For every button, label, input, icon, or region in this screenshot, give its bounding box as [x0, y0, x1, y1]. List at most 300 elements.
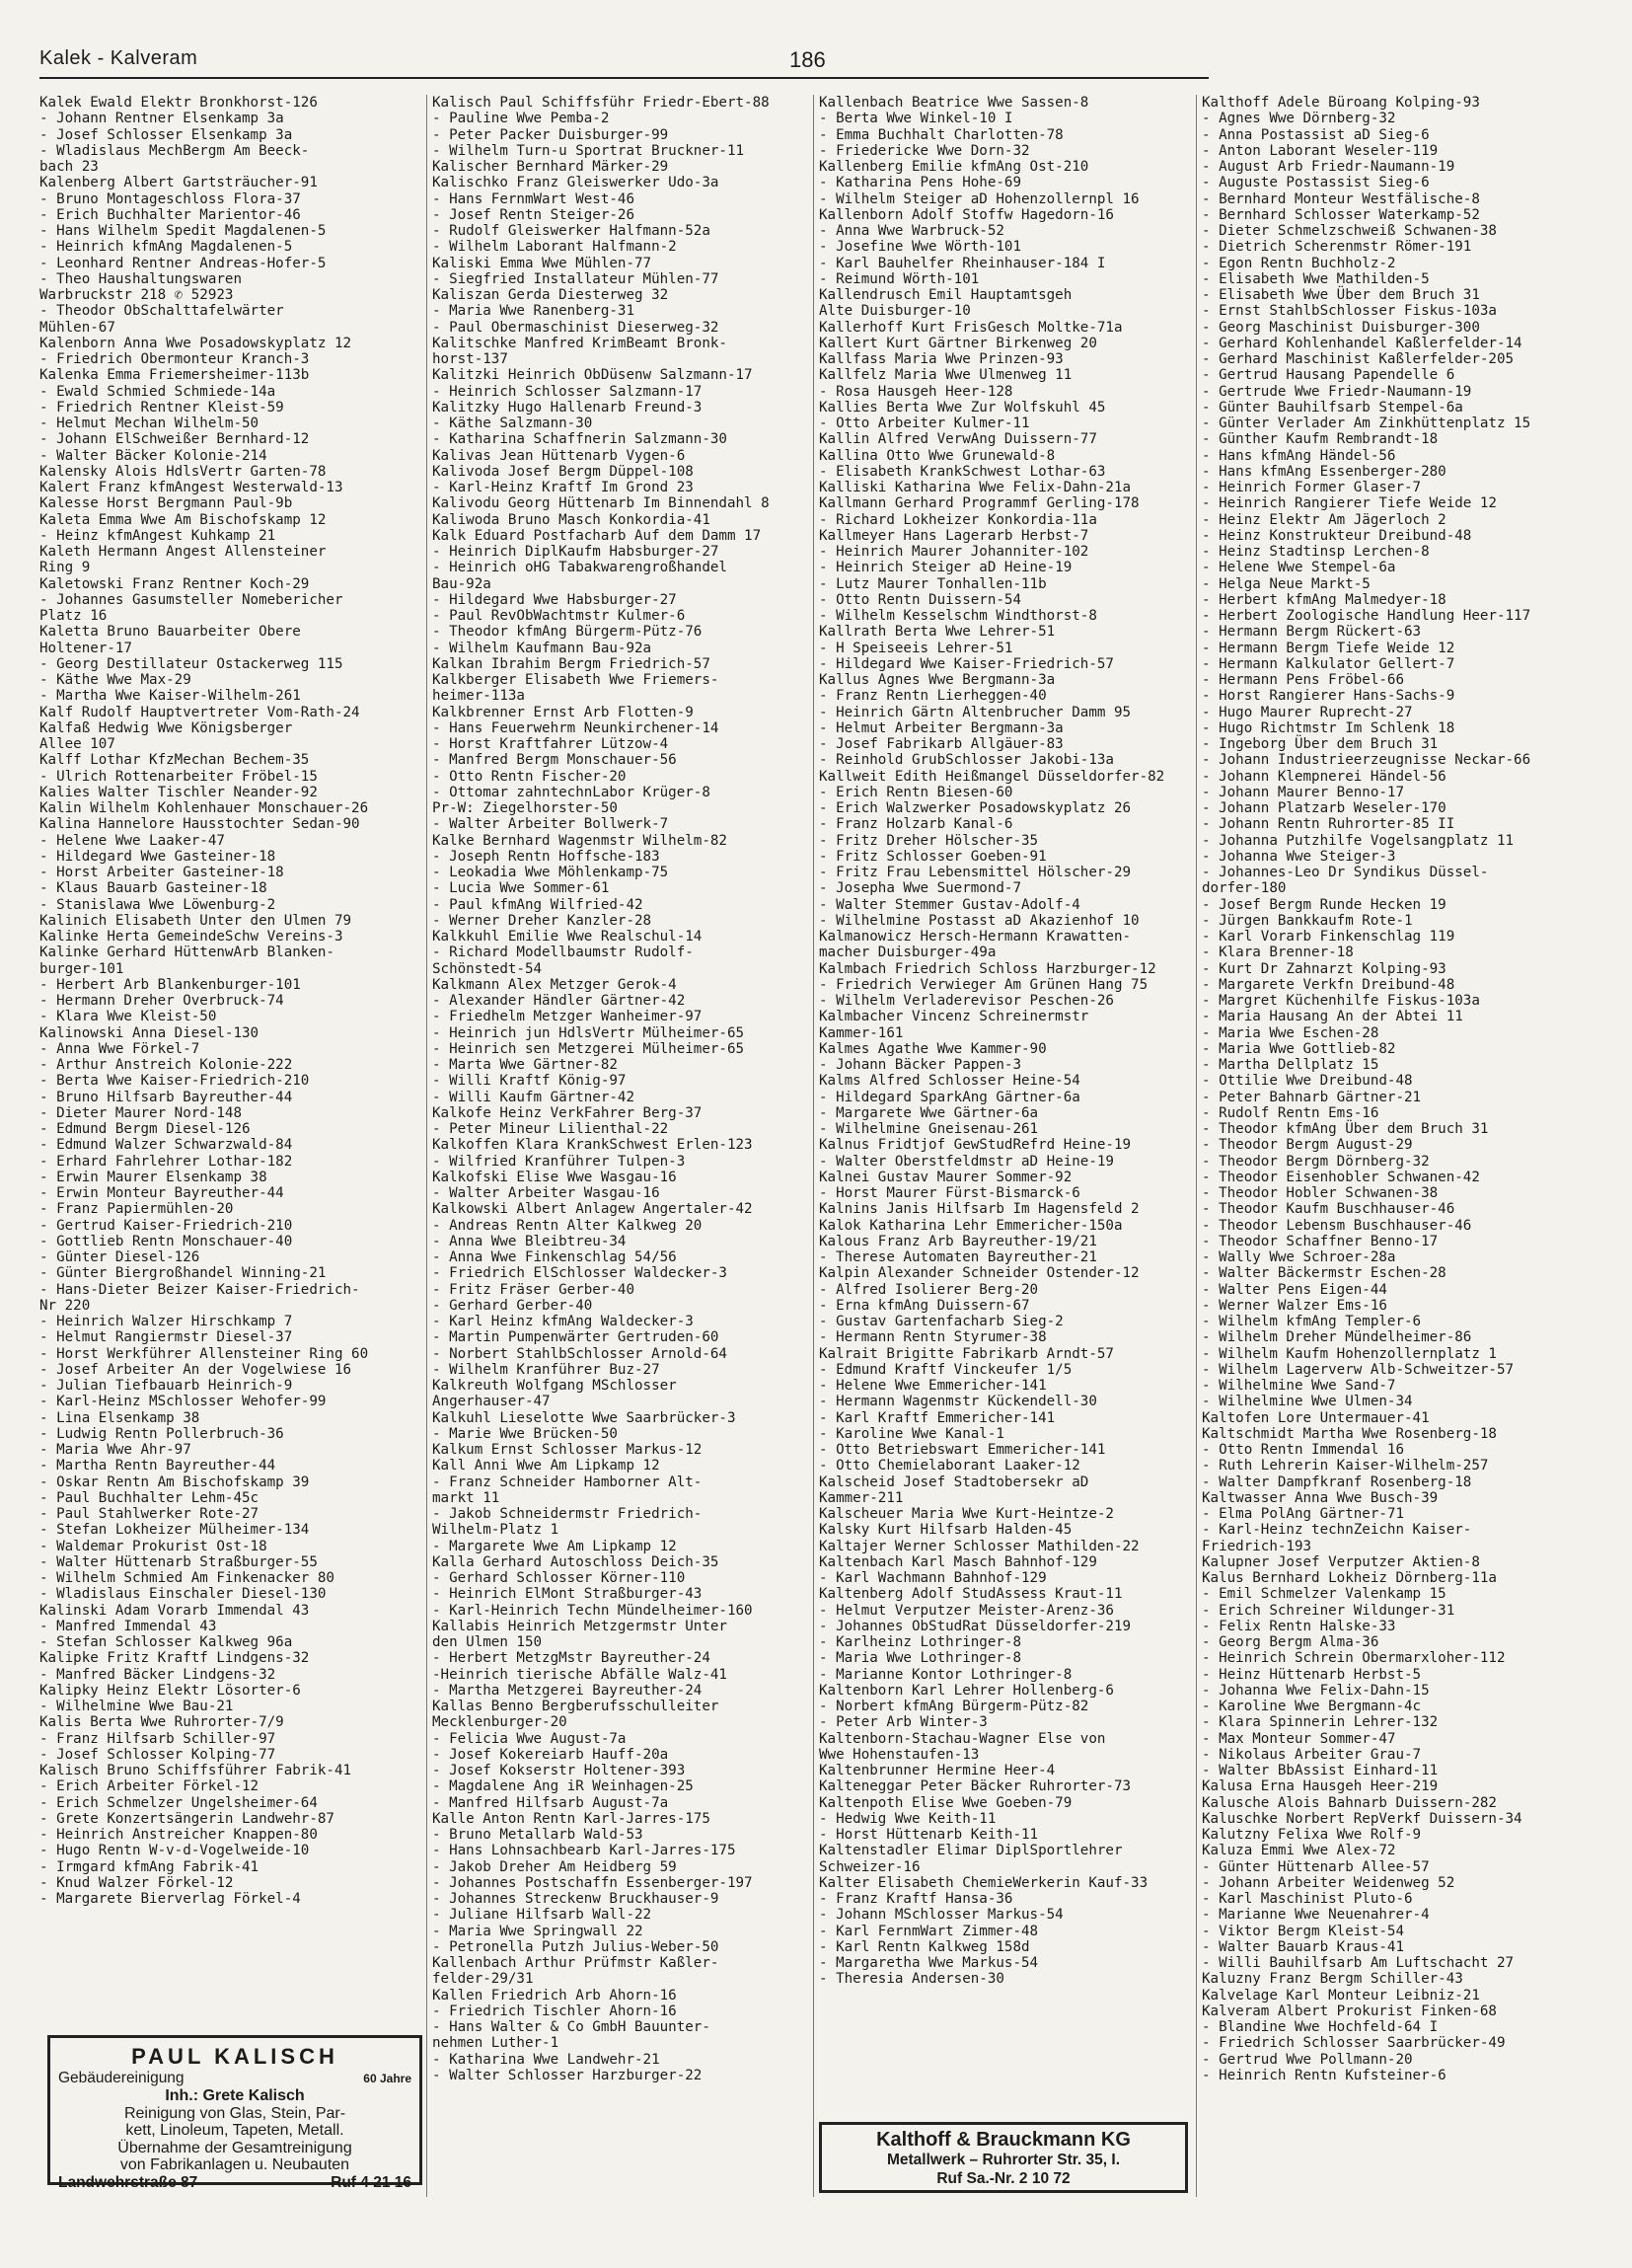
directory-entry: Kallenborn Adolf Stoffw Hagedorn-16	[819, 206, 1114, 223]
directory-entry: - Theodor ObSchalttafelwärter	[39, 303, 284, 320]
directory-entry: - Paul kfmAng Wilfried-42	[432, 896, 643, 913]
directory-entry: - Maria Wwe Gottlieb-82	[1202, 1040, 1396, 1057]
directory-entry: - Franz Rentn Lierheggen-40	[819, 688, 1047, 705]
directory-entry: - Leokadia Wwe Möhlenkamp-75	[432, 865, 669, 880]
directory-entry: - Günter Biergroßhandel Winning-21	[39, 1265, 327, 1282]
directory-entry: - Otto Chemielaborant Laaker-12	[819, 1458, 1080, 1474]
directory-entry: - Waldemar Prokurist Ost-18	[39, 1538, 267, 1554]
directory-entry: Kalmanowicz Hersch-Hermann Krawatten-	[819, 929, 1132, 945]
directory-entry: - Helmut Rangiermstr Diesel-37	[39, 1329, 293, 1346]
directory-entry: - Hedwig Wwe Keith-11	[819, 1810, 997, 1827]
directory-entry: - Hans FernmWart West-46	[432, 190, 634, 207]
directory-entry: - Pauline Wwe Pemba-2	[432, 111, 610, 127]
directory-entry: Kalupner Josef Verputzer Aktien-8	[1202, 1553, 1480, 1570]
directory-entry: Kallerhoff Kurt FrisGesch Moltke-71a	[819, 319, 1123, 336]
directory-entry: - Hugo Rentn W-v-d-Vogelweide-10	[39, 1843, 310, 1859]
directory-entry: - Herbert Arb Blankenburger-101	[39, 976, 301, 993]
directory-entry: - Wilhelmine Postasst aD Akazienhof 10	[819, 912, 1140, 929]
directory-entry: - Margarete Wwe Am Lipkamp 12	[432, 1538, 677, 1554]
directory-entry: Angerhauser-47	[432, 1394, 551, 1410]
directory-entry: - Heinrich kfmAng Magdalenen-5	[39, 239, 293, 256]
directory-entry: Kalfaß Hedwig Wwe Königsberger	[39, 719, 293, 736]
directory-entry: - Ulrich Rottenarbeiter Fröbel-15	[39, 768, 318, 785]
page-header	[39, 47, 1204, 77]
directory-entry: - Ewald Schmied Schmiede-14a	[39, 383, 276, 400]
directory-entry: Kalk Eduard Postfacharb Auf dem Damm 17	[432, 527, 762, 544]
directory-entry: - Horst Kraftfahrer Lützow-4	[432, 736, 669, 752]
directory-entry: - Maria Wwe Ranenberg-31	[432, 303, 634, 320]
directory-entry: Kaltenborn Karl Lehrer Hollenberg-6	[819, 1682, 1114, 1699]
directory-entry: - Heinrich Schlosser Salzmann-17	[432, 383, 703, 400]
directory-entry: - Stefan Schlosser Kalkweg 96a	[39, 1634, 293, 1650]
directory-entry: - Johann ElSchweißer Bernhard-12	[39, 431, 310, 448]
directory-entry: Kallmann Gerhard Programmf Gerling-178	[819, 495, 1140, 512]
directory-entry: - Ludwig Rentn Pollerbruch-36	[39, 1425, 284, 1442]
directory-entry: Kallas Benno Bergberufsschulleiter	[432, 1699, 719, 1714]
directory-entry: - Erich Buchhalter Marientor-46	[39, 206, 301, 223]
directory-entry: - Erich Rentn Biesen-60	[819, 784, 1013, 800]
directory-entry: - Heinrich Steiger aD Heine-19	[819, 560, 1073, 576]
directory-entry: - Karl Heinz kfmAng Waldecker-3	[432, 1314, 694, 1329]
directory-entry: - Grete Konzertsängerin Landwehr-87	[39, 1810, 334, 1827]
directory-entry: Kaleth Hermann Angest Allensteiner	[39, 544, 327, 560]
directory-entry: - Heinrich Rentn Kufsteiner-6	[1202, 2067, 1447, 2083]
directory-entry: - Petronella Putzh Julius-Weber-50	[432, 1938, 719, 1955]
directory-entry: - Theodor kfmAng Bürgerm-Pütz-76	[432, 624, 703, 641]
directory-entry: - Lucia Wwe Sommer-61	[432, 880, 610, 897]
directory-entry: - Bernhard Schlosser Waterkamp-52	[1202, 206, 1480, 223]
directory-entry: Kaliszan Gerda Diesterweg 32	[432, 287, 669, 303]
directory-entry: - Johannes-Leo Dr Syndikus Düssel-	[1202, 865, 1489, 880]
directory-entry: - Martin Pumpenwärter Gertruden-60	[432, 1329, 719, 1346]
directory-entry: Kaliski Emma Wwe Mühlen-77	[432, 255, 652, 271]
directory-entry: - Helmut Verputzer Meister-Arenz-36	[819, 1602, 1114, 1619]
directory-entry: - Jakob Dreher Am Heidberg 59	[432, 1858, 677, 1875]
directory-entry: Kalischer Bernhard Märker-29	[432, 159, 669, 175]
directory-entry: - Walter BbAssist Einhard-11	[1202, 1763, 1439, 1778]
directory-entry: Kalke Bernhard Wagenmstr Wilhelm-82	[432, 832, 727, 849]
directory-entry: - Hans Feuerwehrm Neunkirchener-14	[432, 719, 719, 736]
directory-entry: - Georg Bergm Alma-36	[1202, 1634, 1379, 1650]
directory-entry: - Wally Wwe Schroer-28a	[1202, 1249, 1396, 1265]
directory-entry: Kaltenbach Karl Masch Bahnhof-129	[819, 1553, 1097, 1570]
directory-entry: - Josef Schlosser Kolping-77	[39, 1746, 276, 1763]
directory-entry: - Fritz Dreher Hölscher-35	[819, 832, 1039, 849]
directory-entry: - Klara Wwe Kleist-50	[39, 1009, 217, 1025]
directory-entry: - Franz Kraftf Hansa-36	[819, 1891, 1013, 1907]
directory-entry: - Edmund Bergm Diesel-126	[39, 1121, 251, 1137]
directory-entry: - Günther Kaufm Rembrandt-18	[1202, 431, 1439, 448]
directory-entry: - Friedrich ElSchlosser Waldecker-3	[432, 1265, 727, 1282]
directory-entry: - Max Monteur Sommer-47	[1202, 1730, 1396, 1747]
directory-entry: - Helmut Mechan Wilhelm-50	[39, 416, 260, 431]
directory-entry: - Magdalene Ang iR Weinhagen-25	[432, 1778, 694, 1795]
directory-entry: - Gerhard Maschinist Kaßlerfelder-205	[1202, 351, 1515, 367]
directory-entry: Kaltofen Lore Untermauer-41	[1202, 1409, 1430, 1426]
directory-entry: - Erna kfmAng Duissern-67	[819, 1297, 1030, 1314]
directory-entry: - Margarete Wwe Gärtner-6a	[819, 1104, 1039, 1121]
directory-entry: - Franz Hilfsarb Schiller-97	[39, 1730, 276, 1747]
directory-entry: heimer-113a	[432, 688, 525, 705]
directory-entry: - Franz Holzarb Kanal-6	[819, 816, 1013, 833]
directory-entry: Schweizer-16	[819, 1858, 921, 1875]
directory-entry: - Bernhard Monteur Westfälische-8	[1202, 190, 1480, 207]
directory-entry: dorfer-180	[1202, 880, 1287, 897]
header-rule	[39, 77, 1209, 79]
directory-entry: - Theodor Bergm August-29	[1202, 1137, 1413, 1154]
directory-entry: - Hildegard Wwe Habsburger-27	[432, 591, 677, 608]
directory-entry: Kalin Wilhelm Kohlenhauer Monschauer-26	[39, 800, 369, 816]
directory-entry: Kallfelz Maria Wwe Ulmenweg 11	[819, 367, 1073, 384]
directory-entry: Kalmbach Friedrich Schloss Harzburger-12	[819, 960, 1156, 977]
directory-entry: Kaltschmidt Martha Wwe Rosenberg-18	[1202, 1425, 1497, 1442]
directory-entry: - Heinz kfmAngest Kuhkamp 21	[39, 527, 276, 544]
directory-entry: - Marianne Kontor Lothringer-8	[819, 1666, 1073, 1683]
directory-entry: - Gertrud Hausang Papendelle 6	[1202, 367, 1455, 384]
directory-entry: Kaltwasser Anna Wwe Busch-39	[1202, 1489, 1439, 1506]
directory-entry: Kallmeyer Hans Lagerarb Herbst-7	[819, 527, 1089, 544]
directory-entry: Kalkofski Elise Wwe Wasgau-16	[432, 1169, 677, 1185]
directory-entry: - Egon Rentn Buchholz-2	[1202, 255, 1396, 271]
directory-entry: - Peter Bahnarb Gärtner-21	[1202, 1089, 1422, 1105]
directory-entry: - Josef Fabrikarb Allgäuer-83	[819, 736, 1064, 752]
directory-entry: - Wilhelm kfmAng Templer-6	[1202, 1314, 1422, 1329]
directory-entry: - Helene Wwe Emmericher-141	[819, 1378, 1047, 1394]
directory-entry: - Hermann Dreher Overbruck-74	[39, 993, 284, 1009]
directory-entry: - Friedericke Wwe Dorn-32	[819, 142, 1030, 159]
directory-entry: - Günter Bauhilfsarb Stempel-6a	[1202, 399, 1463, 416]
directory-entry: - Johannes Streckenw Bruckhauser-9	[432, 1891, 719, 1907]
directory-entry: - Karl Vorarb Finkenschlag 119	[1202, 929, 1455, 945]
directory-entry: - Theodor Bergm Dörnberg-32	[1202, 1153, 1430, 1170]
directory-entry: - Karl-Heinz MSchlosser Wehofer-99	[39, 1394, 327, 1410]
directory-entry: - Johannes Postschaffn Essenberger-197	[432, 1874, 753, 1891]
directory-entry: - Otto Rentn Immendal 16	[1202, 1442, 1404, 1458]
directory-entry: - Günter Diesel-126	[39, 1249, 200, 1265]
directory-entry: - Berta Wwe Kaiser-Friedrich-210	[39, 1073, 310, 1090]
directory-entry: Kallabis Heinrich Metzgermstr Unter	[432, 1618, 727, 1634]
directory-entry: Kalok Katharina Lehr Emmericher-150a	[819, 1217, 1123, 1234]
directory-entry: - Helene Wwe Stempel-6a	[1202, 560, 1396, 576]
ad-owner: Inh.: Grete Kalisch	[165, 2087, 305, 2104]
directory-entry: Kalenka Emma Friemersheimer-113b	[39, 367, 310, 384]
directory-entry: Kaluza Emmi Wwe Alex-72	[1202, 1843, 1396, 1859]
directory-entry: Kalliski Katharina Wwe Felix-Dahn-21a	[819, 480, 1132, 495]
directory-entry: - Reimund Wörth-101	[819, 270, 980, 287]
directory-entry: - Josef Rentn Steiger-26	[432, 206, 634, 223]
directory-entry: Kallfass Maria Wwe Prinzen-93	[819, 351, 1064, 367]
directory-entry: - Gertrude Wwe Friedr-Naumann-19	[1202, 383, 1472, 400]
directory-entry: - Willi Bauhilfsarb Am Luftschacht 27	[1202, 1955, 1515, 1971]
directory-entry: - Katharina Schaffnerin Salzmann-30	[432, 431, 727, 448]
directory-entry: Kalous Franz Arb Bayreuther-19/21	[819, 1233, 1097, 1249]
directory-entry: - Manfred Hilfsarb August-7a	[432, 1794, 669, 1811]
directory-entry: - Otto Rentn Fischer-20	[432, 768, 627, 785]
column-divider	[426, 95, 427, 2197]
directory-entry: Kallert Kurt Gärtner Birkenweg 20	[819, 335, 1097, 351]
directory-entry: - Otto Arbeiter Kulmer-11	[819, 416, 1030, 431]
directory-entry: Kaltenpoth Elise Wwe Goeben-79	[819, 1794, 1073, 1811]
directory-entry: - Wilhelm Steiger aD Hohenzollernpl 16	[819, 190, 1140, 207]
directory-entry: - Ottomar zahntechnLabor Krüger-8	[432, 784, 710, 800]
directory-entry: - Klara Spinnerin Lehrer-132	[1202, 1714, 1439, 1731]
directory-entry: - Elisabeth KrankSchwest Lothar-63	[819, 463, 1106, 480]
directory-entry: Kaltenberg Adolf StudAssess Kraut-11	[819, 1586, 1123, 1603]
directory-entry: Kaletta Bruno Bauarbeiter Obere	[39, 624, 301, 641]
directory-entry: Kalis Berta Wwe Ruhrorter-7/9	[39, 1714, 284, 1731]
directory-entry: - Gerhard Gerber-40	[432, 1297, 593, 1314]
directory-entry: - Johann Rentn Ruhrorter-85 II	[1202, 816, 1455, 833]
directory-entry: - Felicia Wwe August-7a	[432, 1730, 627, 1747]
directory-entry: - Emma Buchhalt Charlotten-78	[819, 126, 1064, 143]
directory-entry: - Theodor Lebensm Buschhauser-46	[1202, 1217, 1472, 1234]
directory-entry: - Anton Laborant Weseler-119	[1202, 142, 1439, 159]
directory-entry: - Anna Wwe Warbruck-52	[819, 223, 1004, 239]
directory-entry: markt 11	[432, 1489, 500, 1506]
directory-entry: - Richard Lokheizer Konkordia-11a	[819, 511, 1097, 528]
directory-entry: - Hildegard Wwe Kaiser-Friedrich-57	[819, 655, 1114, 672]
directory-entry: - Katharina Wwe Landwehr-21	[432, 2051, 660, 2068]
directory-entry: macher Duisburger-49a	[819, 945, 997, 961]
directory-entry: - Käthe Wwe Max-29	[39, 672, 191, 688]
directory-entry: Wwe Hohenstaufen-13	[819, 1746, 980, 1763]
directory-entry: - Wilhelmine Wwe Ulmen-34	[1202, 1394, 1413, 1410]
directory-entry: - Klaus Bauarb Gasteiner-18	[39, 880, 267, 897]
directory-entry: - Norbert kfmAng Bürgerm-Pütz-82	[819, 1699, 1089, 1714]
directory-entry: - Theodor Eisenhobler Schwanen-42	[1202, 1169, 1480, 1185]
directory-entry: - Erwin Monteur Bayreuther-44	[39, 1185, 284, 1201]
directory-entry: - Hugo Maurer Ruprecht-27	[1202, 704, 1413, 720]
directory-entry: - Josef Kokserstr Holtener-393	[432, 1763, 686, 1778]
directory-entry: - Heinrich jun HdlsVertr Mülheimer-65	[432, 1024, 745, 1041]
directory-entry: Kalenborn Anna Wwe Posadowskyplatz 12	[39, 335, 352, 351]
directory-entry: - Karl Rentn Kalkweg 158d	[819, 1938, 1030, 1955]
directory-entry: - Wilhelm Laborant Halfmann-2	[432, 239, 677, 256]
directory-entry: Kalivoda Josef Bergm Düppel-108	[432, 463, 694, 480]
directory-entry: - Johann Industrieerzeugnisse Neckar-66	[1202, 752, 1531, 769]
directory-entry: Kalkmann Alex Metzger Gerok-4	[432, 976, 677, 993]
directory-entry: - Karl Wachmann Bahnhof-129	[819, 1570, 1047, 1586]
directory-entry: Kaltenborn-Stachau-Wagner Else von	[819, 1730, 1106, 1747]
directory-entry: - Willi Kraftf König-97	[432, 1073, 627, 1090]
directory-entry: - Helmut Arbeiter Bergmann-3a	[819, 719, 1064, 736]
directory-entry: - Erich Schmelzer Ungelsheimer-64	[39, 1794, 318, 1811]
directory-entry: - Willi Kaufm Gärtner-42	[432, 1089, 634, 1105]
directory-entry: - Viktor Bergm Kleist-54	[1202, 1923, 1404, 1939]
directory-entry: - H Speiseeis Lehrer-51	[819, 640, 1013, 656]
directory-entry: - Friedrich Schlosser Saarbrücker-49	[1202, 2035, 1506, 2052]
directory-entry: Kalnus Fridtjof GewStudRefrd Heine-19	[819, 1137, 1132, 1154]
directory-entry: Kalitzky Hugo Hallenarb Freund-3	[432, 399, 703, 416]
directory-entry: - Wilhelm Turn-u Sportrat Bruckner-11	[432, 142, 745, 159]
directory-entry: Ring 9	[39, 560, 91, 576]
directory-entry: - Heinrich Gärtn Altenbrucher Damm 95	[819, 704, 1132, 720]
directory-entry: - Josef Schlosser Elsenkamp 3a	[39, 126, 293, 143]
directory-entry: - Maria Wwe Ahr-97	[39, 1442, 191, 1458]
directory-entry: - Margaretha Wwe Markus-54	[819, 1955, 1039, 1971]
directory-entry: -Heinrich tierische Abfälle Walz-41	[432, 1666, 727, 1683]
directory-entry: - Josef Bergm Runde Hecken 19	[1202, 896, 1447, 913]
directory-entry: - Emil Schmelzer Valenkamp 15	[1202, 1586, 1447, 1603]
directory-entry: Kammer-161	[819, 1024, 904, 1041]
directory-entry: - Paul RevObWachtmstr Kulmer-6	[432, 608, 686, 624]
directory-entry: Kalmes Agathe Wwe Kammer-90	[819, 1040, 1047, 1057]
directory-entry: - Johann Arbeiter Weidenweg 52	[1202, 1874, 1455, 1891]
directory-entry: Kalteneggar Peter Bäcker Ruhrorter-73	[819, 1778, 1132, 1795]
directory-entry: - Johann Rentner Elsenkamp 3a	[39, 111, 284, 127]
directory-entry: Kalscheid Josef Stadtobersekr aD	[819, 1474, 1089, 1490]
directory-entry: - Hermann Bergm Rückert-63	[1202, 624, 1422, 641]
directory-entry: Kallenberg Emilie kfmAng Ost-210	[819, 159, 1089, 175]
directory-entry: - Wilhelm Lagerverw Alb-Schweitzer-57	[1202, 1361, 1515, 1378]
directory-entry: - Peter Mineur Lilienthal-22	[432, 1121, 669, 1137]
directory-entry: Kammer-211	[819, 1489, 904, 1506]
directory-entry: - Margarete Bierverlag Förkel-4	[39, 1891, 301, 1907]
directory-entry: - Ruth Lehrerin Kaiser-Wilhelm-257	[1202, 1458, 1489, 1474]
directory-column-1	[39, 95, 412, 1907]
directory-entry: - Horst Arbeiter Gasteiner-18	[39, 865, 284, 880]
directory-entry: - Maria Wwe Springwall 22	[432, 1923, 643, 1939]
directory-entry: Kalsky Kurt Hilfsarb Halden-45	[819, 1522, 1073, 1539]
directory-entry: - Therese Automaten Bayreuther-21	[819, 1249, 1097, 1265]
directory-entry: Kalitschke Manfred KrimBeamt Bronk-	[432, 335, 727, 351]
directory-entry: - Werner Dreher Kanzler-28	[432, 912, 652, 929]
directory-entry: - Paul Stahlwerker Rote-27	[39, 1506, 260, 1522]
directory-entry: - Rosa Hausgeh Heer-128	[819, 383, 1013, 400]
directory-entry: - Wilhelmine Wwe Bau-21	[39, 1699, 234, 1714]
directory-entry: Warbruckstr 218 ✆ 52923	[39, 287, 234, 303]
directory-entry: - Ottilie Wwe Dreibund-48	[1202, 1073, 1413, 1090]
directory-entry: - Johann Maurer Benno-17	[1202, 784, 1404, 800]
page-number: 186	[789, 47, 826, 72]
directory-entry: Kalek Ewald Elektr Bronkhorst-126	[39, 95, 318, 111]
directory-entry: den Ulmen 150	[432, 1634, 543, 1650]
directory-entry: - Peter Packer Duisburger-99	[432, 126, 669, 143]
directory-entry: - Edmund Kraftf Vinckeufer 1/5	[819, 1361, 1073, 1378]
directory-entry: Kalnins Janis Hilfsarb Im Hagensfeld 2	[819, 1201, 1140, 1218]
directory-entry: - Heinrich Former Glaser-7	[1202, 480, 1422, 495]
directory-entry: Kalisch Paul Schiffsführ Friedr-Ebert-88	[432, 95, 770, 111]
directory-entry: - Katharina Pens Hohe-69	[819, 175, 1021, 191]
directory-entry: - Elisabeth Wwe Über dem Bruch 31	[1202, 287, 1480, 303]
directory-entry: Kalter Elisabeth ChemieWerkerin Kauf-33	[819, 1874, 1149, 1891]
directory-entry: - Theo Haushaltungswaren	[39, 270, 242, 287]
directory-entry: - Fritz Schlosser Goeben-91	[819, 848, 1047, 865]
ad-company-address: Metallwerk – Ruhrorter Str. 35, I.	[886, 2152, 1121, 2168]
directory-entry: - Josefine Wwe Wörth-101	[819, 239, 1021, 256]
directory-entry: Mühlen-67	[39, 319, 115, 336]
directory-entry: - Walter Oberstfeldmstr aD Heine-19	[819, 1153, 1114, 1170]
directory-entry: Wilhelm-Platz 1	[432, 1522, 559, 1539]
directory-entry: - Marta Wwe Gärtner-82	[432, 1057, 618, 1073]
directory-entry: Bau-92a	[432, 575, 491, 592]
directory-entry: - Theresia Andersen-30	[819, 1971, 1004, 1988]
directory-entry: - Berta Wwe Winkel-10 I	[819, 111, 1013, 127]
directory-entry: - Erich Arbeiter Förkel-12	[39, 1778, 260, 1795]
directory-entry: Kalkberger Elisabeth Wwe Friemers-	[432, 672, 719, 688]
directory-entry: - Rudolf Gleiswerker Halfmann-52a	[432, 223, 710, 239]
directory-entry: - Friedrich Verwieger Am Grünen Hang 75	[819, 976, 1149, 993]
directory-entry: - Hans-Dieter Beizer Kaiser-Friedrich-	[39, 1281, 360, 1298]
directory-entry: Kalkuhl Lieselotte Wwe Saarbrücker-3	[432, 1409, 736, 1426]
directory-entry: - Otto Rentn Duissern-54	[819, 591, 1021, 608]
directory-entry: - Franz Papiermühlen-20	[39, 1201, 234, 1218]
directory-entry: - Bruno Hilfsarb Bayreuther-44	[39, 1089, 293, 1105]
directory-entry: Kaleta Emma Wwe Am Bischofskamp 12	[39, 511, 327, 528]
directory-entry: Kalkum Ernst Schlosser Markus-12	[432, 1442, 703, 1458]
directory-entry: Kaluzny Franz Bergm Schiller-43	[1202, 1971, 1463, 1988]
directory-entry: Kalenberg Albert Gartsträucher-91	[39, 175, 318, 191]
directory-entry: Kalusa Erna Hausgeh Heer-219	[1202, 1778, 1439, 1795]
directory-entry: - Paul Obermaschinist Dieserweg-32	[432, 319, 719, 336]
directory-entry: - Martha Wwe Kaiser-Wilhelm-261	[39, 688, 301, 705]
ad-years: 60 Jahre	[363, 2072, 411, 2085]
ad-company-name: Kalthoff & Brauckmann KG	[876, 2129, 1131, 2151]
directory-entry: Kaluschke Norbert RepVerkf Duissern-34	[1202, 1810, 1522, 1827]
directory-entry: Kalutzny Felixa Wwe Rolf-9	[1202, 1827, 1422, 1843]
directory-entry: Alte Duisburger-10	[819, 303, 971, 320]
directory-entry: - Walter Dampfkranf Rosenberg-18	[1202, 1474, 1472, 1490]
directory-entry: - Johann MSchlosser Markus-54	[819, 1907, 1064, 1924]
directory-entry: - Hans kfmAng Essenberger-280	[1202, 463, 1447, 480]
directory-entry: Kalipke Fritz Kraftf Lindgens-32	[39, 1650, 310, 1667]
ad-footer	[58, 2174, 411, 2192]
directory-entry: Kalff Lothar KfzMechan Bechem-35	[39, 752, 310, 769]
ad-phone: Ruf 4 21 16	[331, 2173, 411, 2191]
directory-entry: Kalkoffen Klara KrankSchwest Erlen-123	[432, 1137, 753, 1154]
directory-entry: - Friedrich Rentner Kleist-59	[39, 399, 284, 416]
ad-body-line: kett, Linoleum, Tapeten, Metall.	[125, 2122, 344, 2139]
directory-entry: - Heinz Hüttenarb Herbst-5	[1202, 1666, 1422, 1683]
directory-entry: - Erich Walzwerker Posadowskyplatz 26	[819, 800, 1132, 816]
directory-entry: - Helene Wwe Laaker-47	[39, 832, 225, 849]
ad-body-line: Übernahme der Gesamtreinigung	[117, 2139, 352, 2156]
directory-entry: - Erhard Fahrlehrer Lothar-182	[39, 1153, 293, 1170]
directory-entry: - Horst Rangierer Hans-Sachs-9	[1202, 688, 1455, 705]
directory-entry: - Johannes Gasumsteller Nomebericher	[39, 591, 343, 608]
directory-entry: Kalipky Heinz Elektr Lösorter-6	[39, 1682, 301, 1699]
directory-entry: - Gerhard Kohlenhandel Kaßlerfelder-14	[1202, 335, 1522, 351]
directory-entry: - Wilhelm Dreher Mündelheimer-86	[1202, 1329, 1472, 1346]
directory-entry: - Heinz Stadtinsp Lerchen-8	[1202, 544, 1430, 560]
advertisement-kalthoff-brauckmann	[819, 2122, 1188, 2193]
directory-entry: Kalms Alfred Schlosser Heine-54	[819, 1073, 1080, 1090]
column-divider	[813, 95, 814, 2197]
directory-entry: - Karl-Heinz Kraftf Im Grond 23	[432, 480, 694, 495]
directory-entry: - Hans kfmAng Händel-56	[1202, 447, 1396, 464]
directory-entry: - Stanislawa Wwe Löwenburg-2	[39, 896, 276, 913]
directory-entry: - Joseph Rentn Hoffsche-183	[432, 848, 660, 865]
directory-entry: - Klara Brenner-18	[1202, 945, 1354, 961]
directory-entry: - Theodor kfmAng Über dem Bruch 31	[1202, 1121, 1489, 1137]
directory-entry: Kallus Agnes Wwe Bergmann-3a	[819, 672, 1056, 688]
directory-entry: - Johanna Wwe Felix-Dahn-15	[1202, 1682, 1430, 1699]
column-divider	[1196, 95, 1197, 2197]
directory-entry: - Heinrich sen Metzgerei Mülheimer-65	[432, 1040, 745, 1057]
directory-entry: - Theodor Hobler Schwanen-38	[1202, 1185, 1439, 1201]
directory-entry: nehmen Luther-1	[432, 2035, 559, 2052]
directory-entry: Kalnei Gustav Maurer Sommer-92	[819, 1169, 1073, 1185]
directory-entry: Kaletowski Franz Rentner Koch-29	[39, 575, 310, 592]
directory-entry: - Hildegard SparkAng Gärtner-6a	[819, 1089, 1080, 1105]
directory-entry: Kalina Hannelore Hausstochter Sedan-90	[39, 816, 360, 833]
directory-entry: - Günter Verlader Am Zinkhüttenplatz 15	[1202, 416, 1531, 431]
directory-entry: - Walter Pens Eigen-44	[1202, 1281, 1387, 1298]
directory-entry: Allee 107	[39, 736, 115, 752]
directory-entry: - Walter Bäckermstr Eschen-28	[1202, 1265, 1447, 1282]
directory-entry: Kaltenbrunner Hermine Heer-4	[819, 1763, 1056, 1778]
directory-entry: - Werner Walzer Ems-16	[1202, 1297, 1387, 1314]
